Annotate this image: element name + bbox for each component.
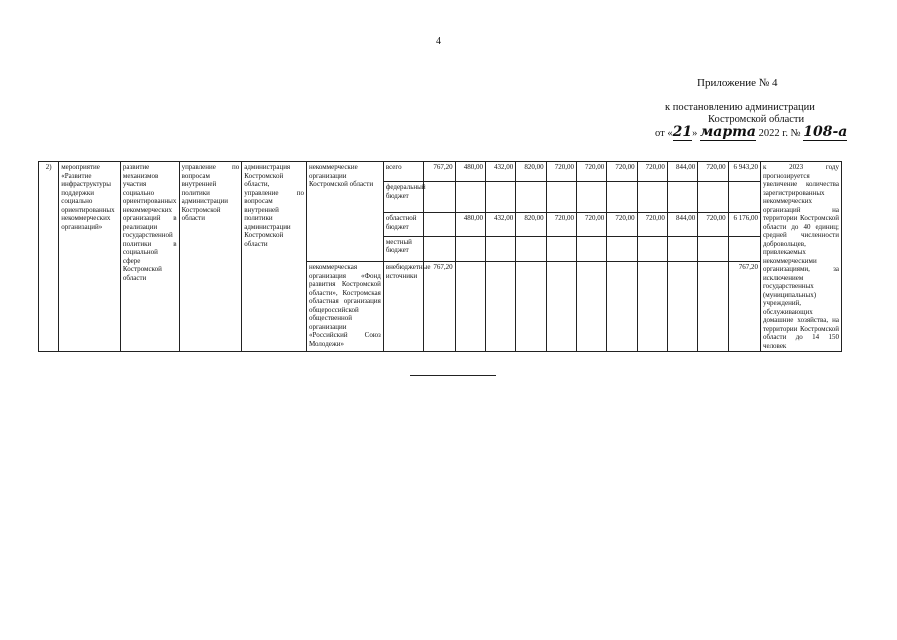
value-cell: 720,00 xyxy=(576,162,606,182)
value-cell xyxy=(516,236,546,262)
value-cell xyxy=(607,262,637,352)
source-cell: федеральный бюджет xyxy=(383,182,423,213)
recipient-cell-2: некоммерческая организация «Фонд развития Костромской области», Костромская областная организация общероссийской общественной организации «Российский Союз Молодежи» xyxy=(306,262,383,352)
handwritten-month: марта xyxy=(699,124,756,140)
value-cell xyxy=(667,236,697,262)
value-cell: 480,00 xyxy=(455,213,485,236)
value-cell xyxy=(546,182,576,213)
source-cell: областной бюджет xyxy=(383,213,423,236)
value-cell: 720,00 xyxy=(607,162,637,182)
value-cell: 820,00 xyxy=(516,213,546,236)
close-quote: » xyxy=(692,128,698,139)
value-cell: 820,00 xyxy=(516,162,546,182)
recipient-cell-1: некоммерческие организации Костромской области xyxy=(306,162,383,262)
value-cell: 720,00 xyxy=(546,162,576,182)
value-cell: 720,00 xyxy=(637,162,667,182)
from-prefix: от « xyxy=(655,128,673,139)
executor-cell: управление по вопросам внутренней политики администрации Костромской области xyxy=(179,162,242,352)
value-cell xyxy=(485,182,515,213)
value-cell xyxy=(485,236,515,262)
value-cell: 6 176,00 xyxy=(728,213,760,236)
year-text: 2022 г. № xyxy=(758,128,801,139)
value-cell: 480,00 xyxy=(455,162,485,182)
handwritten-day: 21 xyxy=(672,124,693,140)
value-cell xyxy=(455,236,485,262)
coordinator-cell: администрация Костромской области, управление по вопросам внутренней политики администрации Костромской области xyxy=(242,162,307,352)
value-cell xyxy=(698,262,728,352)
value-cell xyxy=(607,236,637,262)
value-cell xyxy=(546,236,576,262)
source-cell: всего xyxy=(383,162,423,182)
value-cell xyxy=(637,236,667,262)
resolution-line: к постановлению администрации xyxy=(665,102,815,113)
value-cell: 720,00 xyxy=(546,213,576,236)
value-cell: 720,00 xyxy=(576,213,606,236)
event-cell: мероприятие «Развитие инфраструктуры поддержки социально ориентированных некоммерческих организаций» xyxy=(59,162,121,352)
value-cell: 720,00 xyxy=(698,162,728,182)
source-cell: местный бюджет xyxy=(383,236,423,262)
value-cell xyxy=(728,182,760,213)
value-cell xyxy=(576,262,606,352)
value-cell xyxy=(546,262,576,352)
handwritten-number: 108-а xyxy=(803,124,848,140)
value-cell xyxy=(424,182,455,213)
region-line: Костромской области xyxy=(708,114,805,125)
value-cell: 6 943,20 xyxy=(728,162,760,182)
value-cell xyxy=(455,262,485,352)
row-index: 2) xyxy=(39,162,59,352)
value-cell xyxy=(698,182,728,213)
value-cell xyxy=(455,182,485,213)
value-cell xyxy=(516,262,546,352)
value-cell xyxy=(728,236,760,262)
value-cell: 720,00 xyxy=(637,213,667,236)
table-row xyxy=(39,162,842,182)
date-number-line xyxy=(655,124,847,140)
value-cell: 432,00 xyxy=(485,162,515,182)
value-cell xyxy=(667,182,697,213)
value-cell xyxy=(637,182,667,213)
value-cell: 767,20 xyxy=(424,162,455,182)
value-cell xyxy=(576,182,606,213)
value-cell xyxy=(637,262,667,352)
value-cell xyxy=(424,236,455,262)
program-table xyxy=(38,161,842,352)
value-cell xyxy=(485,262,515,352)
value-cell: 720,00 xyxy=(698,213,728,236)
value-cell: 767,20 xyxy=(728,262,760,352)
source-cell: внебюджетные источники xyxy=(383,262,423,352)
value-cell xyxy=(607,182,637,213)
page-number: 4 xyxy=(436,36,441,47)
goal-cell: развитие механизмов участия социально ориентированных некоммерческих организаций в реализации государственной политики в социальной сфере Костромской области xyxy=(120,162,179,352)
value-cell xyxy=(698,236,728,262)
value-cell: 844,00 xyxy=(667,213,697,236)
value-cell xyxy=(667,262,697,352)
separator-line xyxy=(410,375,496,376)
value-cell xyxy=(576,236,606,262)
value-cell: 720,00 xyxy=(607,213,637,236)
appendix-title: Приложение № 4 xyxy=(697,77,778,89)
value-cell: 844,00 xyxy=(667,162,697,182)
value-cell: 432,00 xyxy=(485,213,515,236)
value-cell xyxy=(424,213,455,236)
result-cell: к 2023 году прогнозируется увеличение количества зарегистрированных некоммерческих организаций на территории Костромской области до 40 единиц; средней численности добровольцев, привлекаемых некоммерческими организациями, за исключением государственных (муниципальных) учреждений, обслуживающих домашние хозяйства, на территории Костромской области до 14 150 человек xyxy=(760,162,841,352)
value-cell: 767,20 xyxy=(424,262,455,352)
value-cell xyxy=(516,182,546,213)
